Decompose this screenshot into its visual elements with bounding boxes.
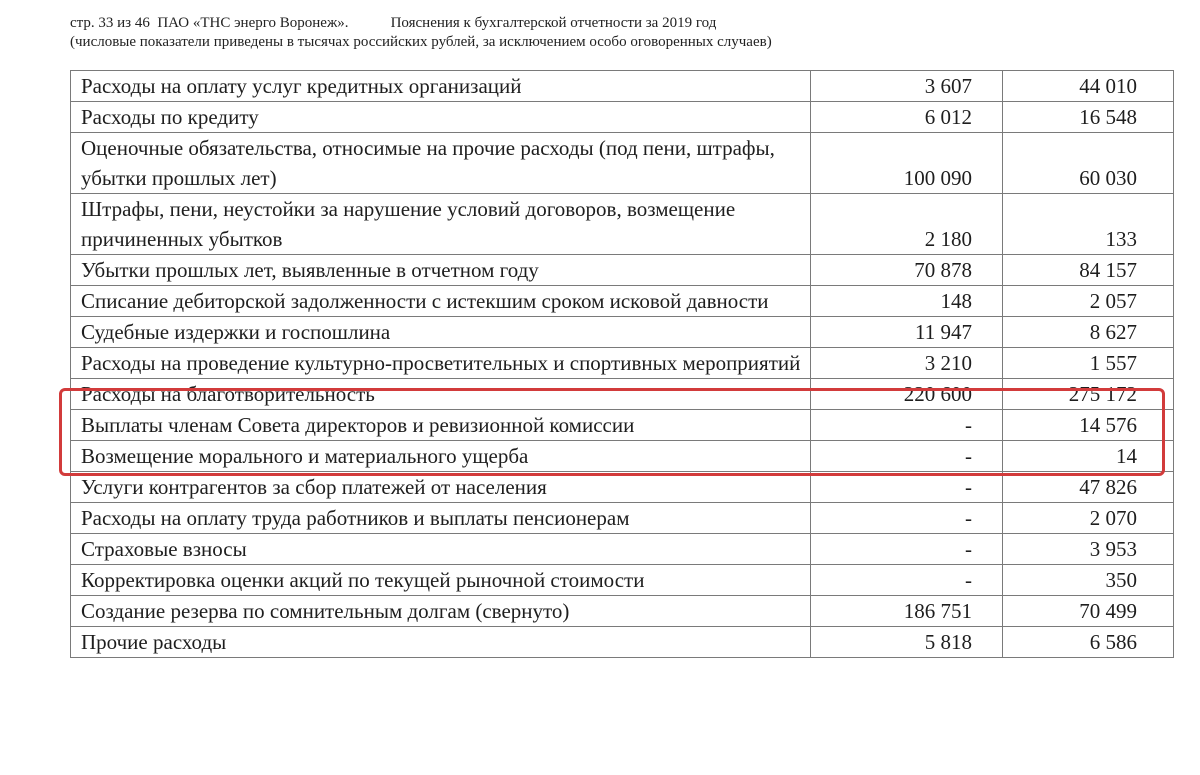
value-2019: 3 210 (811, 348, 1003, 379)
value-2019: - (811, 410, 1003, 441)
row-label: Страховые взносы (71, 534, 811, 565)
value-2019: 186 751 (811, 596, 1003, 627)
table-row (71, 286, 1174, 317)
row-label: Судебные издержки и госпошлина (71, 317, 811, 348)
table-row (71, 472, 1174, 503)
row-label: Корректировка оценки акций по текущей рыночной стоимости (71, 565, 811, 596)
value-2019: 3 607 (811, 71, 1003, 102)
row-label: Услуги контрагентов за сбор платежей от населения (71, 472, 811, 503)
page-header (70, 14, 1170, 52)
row-label: Расходы на оплату услуг кредитных организаций (71, 71, 811, 102)
value-2018: 14 576 (1003, 410, 1174, 441)
value-2019: - (811, 534, 1003, 565)
table-row (71, 534, 1174, 565)
value-2018: 2 070 (1003, 503, 1174, 534)
value-2018: 3 953 (1003, 534, 1174, 565)
table-row (71, 441, 1174, 472)
value-2019: 6 012 (811, 102, 1003, 133)
value-2019: 70 878 (811, 255, 1003, 286)
value-2018: 14 (1003, 441, 1174, 472)
value-2018: 8 627 (1003, 317, 1174, 348)
expenses-table-wrapper (70, 70, 1173, 658)
value-2018: 60 030 (1003, 133, 1174, 194)
value-2018: 350 (1003, 565, 1174, 596)
value-2019: - (811, 565, 1003, 596)
value-2018: 44 010 (1003, 71, 1174, 102)
table-row (71, 194, 1174, 255)
value-2018: 70 499 (1003, 596, 1174, 627)
value-2018: 16 548 (1003, 102, 1174, 133)
value-2019: 148 (811, 286, 1003, 317)
value-2018: 1 557 (1003, 348, 1174, 379)
row-label: Создание резерва по сомнительным долгам (свернуто) (71, 596, 811, 627)
table-row (71, 317, 1174, 348)
header-page-company: стр. 33 из 46 ПАО «ТНС энерго Воронеж». (70, 15, 349, 31)
table-row (71, 133, 1174, 194)
value-2019: 11 947 (811, 317, 1003, 348)
row-label: Штрафы, пени, неустойки за нарушение условий договоров, возмещение причиненных убытков (71, 194, 811, 255)
value-2019: 2 180 (811, 194, 1003, 255)
value-2019: 100 090 (811, 133, 1003, 194)
value-2018: 84 157 (1003, 255, 1174, 286)
row-label: Выплаты членам Совета директоров и ревизионной комиссии (71, 410, 811, 441)
table-row (71, 596, 1174, 627)
row-label: Убытки прошлых лет, выявленные в отчетном году (71, 255, 811, 286)
value-2019: 5 818 (811, 627, 1003, 658)
value-2018: 47 826 (1003, 472, 1174, 503)
table-row-highlighted (71, 348, 1174, 379)
table-row (71, 410, 1174, 441)
table-row (71, 255, 1174, 286)
value-2019: 220 600 (811, 379, 1003, 410)
row-label: Списание дебиторской задолженности с истекшим сроком исковой давности (71, 286, 811, 317)
table-row (71, 565, 1174, 596)
header-report-title: Пояснения к бухгалтерской отчетности за 2019 год (390, 15, 717, 31)
row-label: Возмещение морального и материального ущерба (71, 441, 811, 472)
other-expenses-table (70, 70, 1174, 658)
table-row (71, 102, 1174, 133)
row-label: Прочие расходы (71, 627, 811, 658)
row-label: Оценочные обязательства, относимые на прочие расходы (под пени, штрафы, убытки прошлых лет) (71, 133, 811, 194)
header-line-1 (70, 14, 1170, 33)
value-2018: 2 057 (1003, 286, 1174, 317)
value-2018: 275 172 (1003, 379, 1174, 410)
value-2018: 133 (1003, 194, 1174, 255)
table-row-highlighted (71, 379, 1174, 410)
row-label: Расходы по кредиту (71, 102, 811, 133)
table-row (71, 71, 1174, 102)
row-label: Расходы на оплату труда работников и выплаты пенсионерам (71, 503, 811, 534)
value-2019: - (811, 503, 1003, 534)
value-2019: - (811, 472, 1003, 503)
value-2018: 6 586 (1003, 627, 1174, 658)
row-label: Расходы на проведение культурно-просветительных и спортивных мероприятий (71, 348, 811, 379)
row-label: Расходы на благотворительность (71, 379, 811, 410)
table-row (71, 503, 1174, 534)
header-units-note: (числовые показатели приведены в тысячах российских рублей, за исключением особо оговоренных случаев) (70, 34, 772, 50)
value-2019: - (811, 441, 1003, 472)
table-row (71, 627, 1174, 658)
